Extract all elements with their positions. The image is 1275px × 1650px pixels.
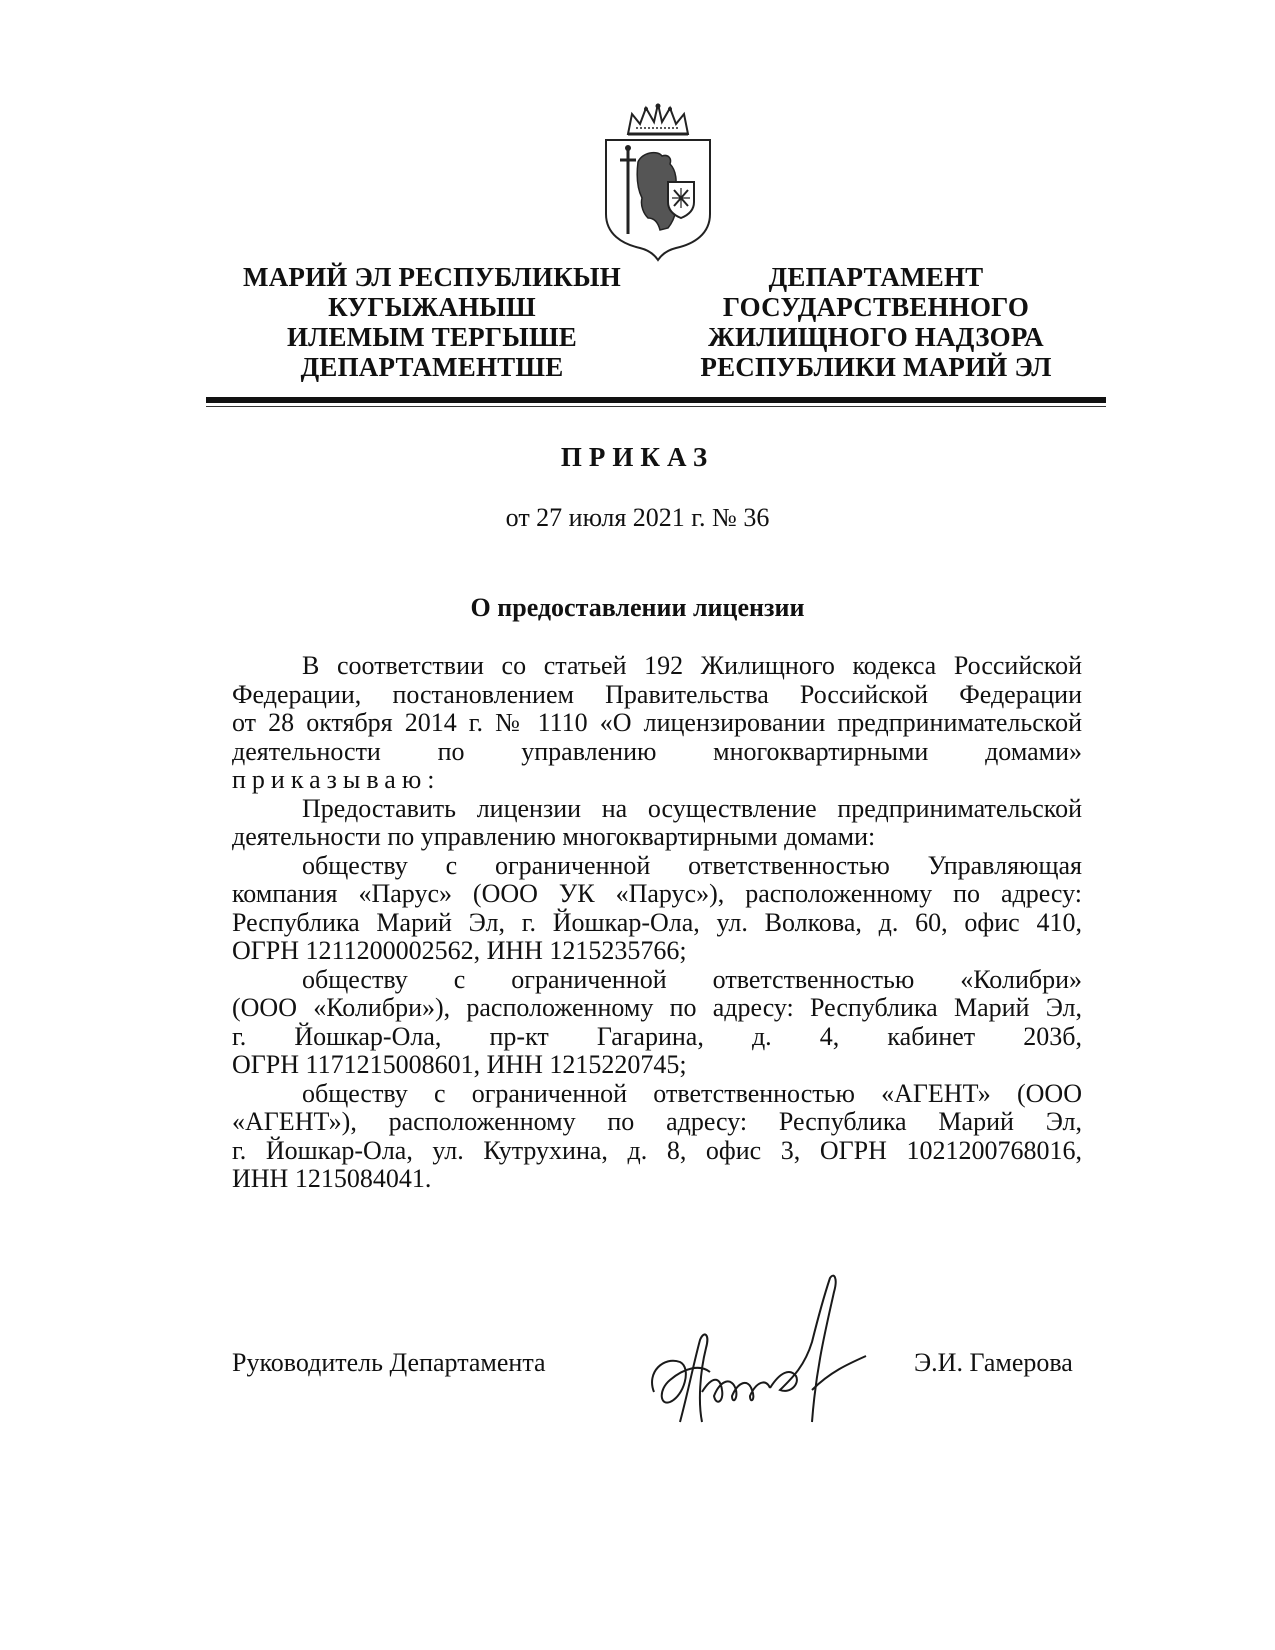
body-line: обществу с ограниченной ответственностью «АГЕНТ» (ООО	[302, 1078, 1082, 1108]
body-line: «АГЕНТ»), расположенному по адресу: Республика Марий Эл,	[232, 1107, 1082, 1136]
header-marii-el	[222, 262, 642, 382]
header-left-line: КУГЫЖАНЫШ	[328, 292, 536, 322]
header-right-line: ЖИЛИЩНОГО НАДЗОРА	[708, 322, 1044, 352]
handwritten-signature	[640, 1272, 880, 1442]
body-line: г. Йошкар-Ола, ул. Кутрухина, д. 8, офис 3, ОГРН 1021200768016,	[232, 1135, 1082, 1165]
body-line: ОГРН 1211200002562, ИНН 1215235766;	[232, 936, 687, 965]
header-left-line: МАРИЙ ЭЛ РЕСПУБЛИКЫН	[243, 262, 621, 292]
body-line: обществу с ограниченной ответственностью «Колибри»	[302, 964, 1082, 994]
body-line: Предоставить лицензии на осуществление предпринимательской	[302, 793, 1082, 823]
header-divider-thin	[206, 406, 1106, 407]
body-line: Республика Марий Эл, г. Йошкар-Ола, ул. Волкова, д. 60, офис 410,	[232, 907, 1082, 937]
body-line: обществу с ограниченной ответственностью Управляющая	[302, 850, 1082, 880]
body-line: Федерации, постановлением Правительства Российской Федерации	[232, 679, 1082, 709]
body-line: г. Йошкар-Ола, пр-кт Гагарина, д. 4, кабинет 203б,	[232, 1021, 1082, 1051]
header-right-line: ГОСУДАРСТВЕННОГО	[722, 292, 1030, 322]
body-line: деятельности по управлению многоквартирными домами:	[232, 822, 876, 851]
signatory-name: Э.И. Гамерова	[914, 1348, 1073, 1377]
document-date: от 27 июля 2021 г. № 36	[505, 503, 770, 532]
header-department	[666, 262, 1086, 382]
body-line: компания «Парус» (ООО УК «Парус»), расположенному по адресу:	[232, 879, 1082, 908]
document-title: ПРИКАЗ	[560, 442, 715, 472]
header-left-line: ДЕПАРТАМЕНТШЕ	[300, 352, 564, 382]
document-subject: О предоставлении лицензии	[470, 593, 805, 622]
body-line: ОГРН 1171215008601, ИНН 1215220745;	[232, 1050, 687, 1079]
header-left-line: ИЛЕМЫМ ТЕРГЫШЕ	[286, 322, 578, 352]
body-line: приказываю:	[232, 765, 441, 794]
header-right-line: ДЕПАРТАМЕНТ	[768, 262, 984, 292]
body-line: от 28 октября 2014 г. № 1110 «О лицензировании предпринимательской	[232, 708, 1082, 737]
body-line: ИНН 1215084041.	[232, 1164, 432, 1193]
document-body	[232, 652, 1082, 1194]
body-line: деятельности по управлению многоквартирными домами»	[232, 736, 1082, 766]
header-right-line: РЕСПУБЛИКИ МАРИЙ ЭЛ	[700, 352, 1052, 382]
coat-of-arms-icon	[598, 102, 718, 262]
signatory-role: Руководитель Департамента	[232, 1348, 546, 1377]
body-line: (ООО «Колибри»), расположенному по адресу: Республика Марий Эл,	[232, 993, 1082, 1022]
body-line: В соответствии со статьей 192 Жилищного кодекса Российской	[302, 651, 1082, 680]
header-divider-thick	[206, 397, 1106, 403]
